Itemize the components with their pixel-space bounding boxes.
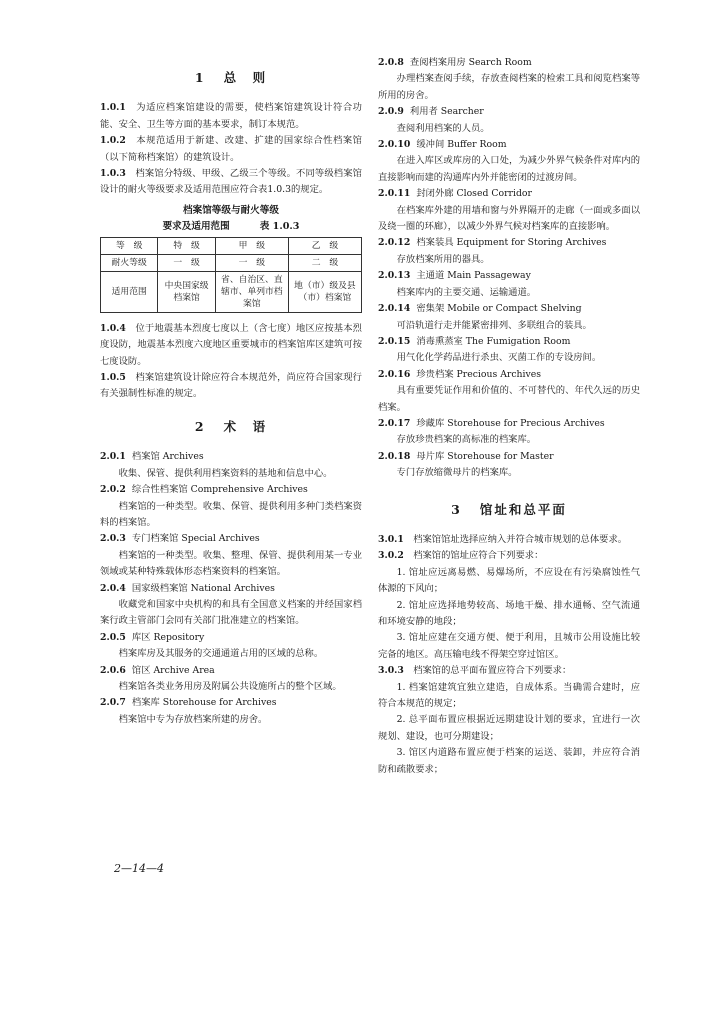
table-title-line2: 要求及适用范围 表 1.0.3 [162, 220, 300, 232]
clause-1-0-2: 1.0.2 本规范适用于新建、改建、扩建的国家综合性档案馆（以下简称档案馆）的建筑设计。 [100, 135, 362, 163]
term-2-0-10: 2.0.10 缓冲间 Buffer Room 在进入库区或库房的入口处，为减少外界气候条件对库内的直接影响而建的沟通库内外并能密闭的过渡房间。 [378, 139, 640, 183]
clause-3-0-3: 3.0.3 档案馆的总平面布置应符合下列要求： [378, 665, 572, 677]
term-2-0-11: 2.0.11 封闭外廊 Closed Corridor 在档案库外建的用墙和窗与外界隔开的走廊（一面或多面以及绕一圈的环廊），以减少外界气候对档案库的直接影响。 [378, 188, 640, 233]
list-item: 1. 馆址应远离易燃、易爆场所，不应设在有污染腐蚀性气体源的下风向； [378, 566, 640, 595]
table-header: 等 级 [101, 237, 158, 254]
table-header: 乙 级 [288, 237, 361, 254]
table-cell: 省、自治区、直辖市、单列市档案馆 [215, 271, 288, 312]
term-2-0-14: 2.0.14 密集架 Mobile or Compact Shelving 可沿轨道行走并能紧密排列、多联组合的装具。 [378, 303, 592, 331]
term-2-0-1: 2.0.1 档案馆 Archives 收集、保管、提供利用档案资料的基地和信息中心。 [100, 451, 333, 479]
list-item: 3. 馆区内道路布置应便于档案的运送、装卸，并应符合消防和疏散要求； [378, 747, 640, 775]
clause-1-0-1: 1.0.1 为适应档案馆建设的需要，使档案馆建筑设计符合功能、安全、卫生等方面的基本要求，制订本规范。 [100, 102, 362, 130]
term-2-0-3: 2.0.3 专门档案馆 Special Archives 档案馆的一种类型。收集、整理、保管、提供利用某一专业领域或某种特殊载体形态档案资料的档案馆。 [100, 533, 362, 578]
term-2-0-2: 2.0.2 综合性档案馆 Comprehensive Archives 档案馆的一种类型。收集、保管、提供利用多种门类档案资料的档案馆。 [100, 484, 362, 528]
grade-table [100, 237, 362, 313]
clause-3-0-2: 3.0.2 档案馆的馆址应符合下列要求： [378, 550, 544, 562]
term-2-0-16: 2.0.16 珍贵档案 Precious Archives 具有重要凭证作用和价值的、不可替代的、年代久远的历史档案。 [378, 368, 640, 413]
table-title: 档案馆等级与耐火等级 [183, 204, 279, 216]
list-item: 2. 馆址应选择地势较高、场地干燥、排水通畅、空气流通和环境安静的地段； [378, 599, 640, 627]
term-2-0-5: 2.0.5 库区 Repository 档案库房及其服务的交通通道占用的区域的总称。 [100, 631, 324, 660]
table-header: 特 级 [158, 237, 215, 254]
term-2-0-9: 2.0.9 利用者 Searcher 查阅利用档案的人员。 [378, 106, 490, 134]
page-number: 2—14—4 [114, 862, 164, 875]
term-2-0-17: 2.0.17 珍藏库 Storehouse for Precious Archives 存放珍贵档案的高标准的档案库。 [378, 417, 605, 446]
list-item: 3. 馆址应建在交通方便、便于利用，且城市公用设施比较完备的地区。高压输电线不得架空穿过馆区。 [378, 632, 640, 660]
clause-1-0-5: 1.0.5 档案馆建筑设计除应符合本规范外，尚应符合国家现行有关强制性标准的规定。 [100, 372, 362, 400]
section-2-heading: 2 术 语 [194, 418, 268, 434]
section-3-heading: 3 馆址和总平面 [451, 501, 567, 517]
clause-3-0-1: 3.0.1 档案馆馆址选择应纳入并符合城市规划的总体要求。 [378, 533, 628, 545]
table-header: 甲 级 [215, 237, 288, 254]
term-2-0-18: 2.0.18 母片库 Storehouse for Master 专门存放缩微母片的档案库。 [378, 450, 554, 479]
table-cell: 中央国家级档案馆 [158, 271, 215, 312]
table-cell: 耐火等级 [101, 254, 158, 271]
table-cell: 地（市）级及县（市）档案馆 [288, 271, 361, 312]
term-2-0-6: 2.0.6 馆区 Archive Area 档案馆各类业务用房及附属公共设施所占的整个区域。 [100, 664, 342, 692]
term-2-0-13: 2.0.13 主通道 Main Passageway 档案库内的主要交通、运输通道。 [378, 270, 537, 298]
table-cell: 适用范围 [101, 271, 158, 312]
term-2-0-8: 2.0.8 查阅档案用房 Search Room 办理档案查阅手续，存放查阅档案的检索工具和阅览档案等所用的房舍。 [378, 57, 640, 101]
term-2-0-4: 2.0.4 国家级档案馆 National Archives 收藏党和国家中央机构的和具有全国意义档案的并经国家档案行政主管部门会同有关部门批准建立的档案馆。 [100, 582, 362, 627]
term-2-0-15: 2.0.15 消毒熏蒸室 The Fumigation Room 用气化化学药品进行杀虫、灭菌工作的专设房间。 [378, 335, 602, 364]
term-2-0-7: 2.0.7 档案库 Storehouse for Archives 档案馆中专为存放档案所建的房舍。 [100, 697, 277, 725]
table-cell: 一 级 [215, 254, 288, 271]
list-item: 2. 总平面布置应根据近远期建设计划的要求，宜进行一次规划、建设，也可分期建设； [378, 714, 640, 742]
clause-1-0-3: 1.0.3 档案馆分特级、甲级、乙级三个等级。不同等级档案馆设计的耐火等级要求及适用范围应符合表1.0.3的规定。 [100, 168, 362, 196]
table-cell: 一 级 [158, 254, 215, 271]
term-2-0-12: 2.0.12 档案装具 Equipment for Storing Archives 存放档案所用的器具。 [378, 237, 607, 265]
list-item: 1. 档案馆建筑宜独立建造，自成体系。当确需合建时，应符合本规范的规定； [378, 681, 640, 710]
left-column [100, 70, 362, 728]
right-column [378, 55, 640, 778]
table-cell: 二 级 [288, 254, 361, 271]
clause-1-0-4: 1.0.4 位于地震基本烈度七度以上（含七度）地区应按基本烈度设防，地震基本烈度六度地区重要城市的档案馆库区建筑可按七度设防。 [100, 322, 362, 367]
section-1-heading: 1 总 则 [194, 70, 268, 85]
